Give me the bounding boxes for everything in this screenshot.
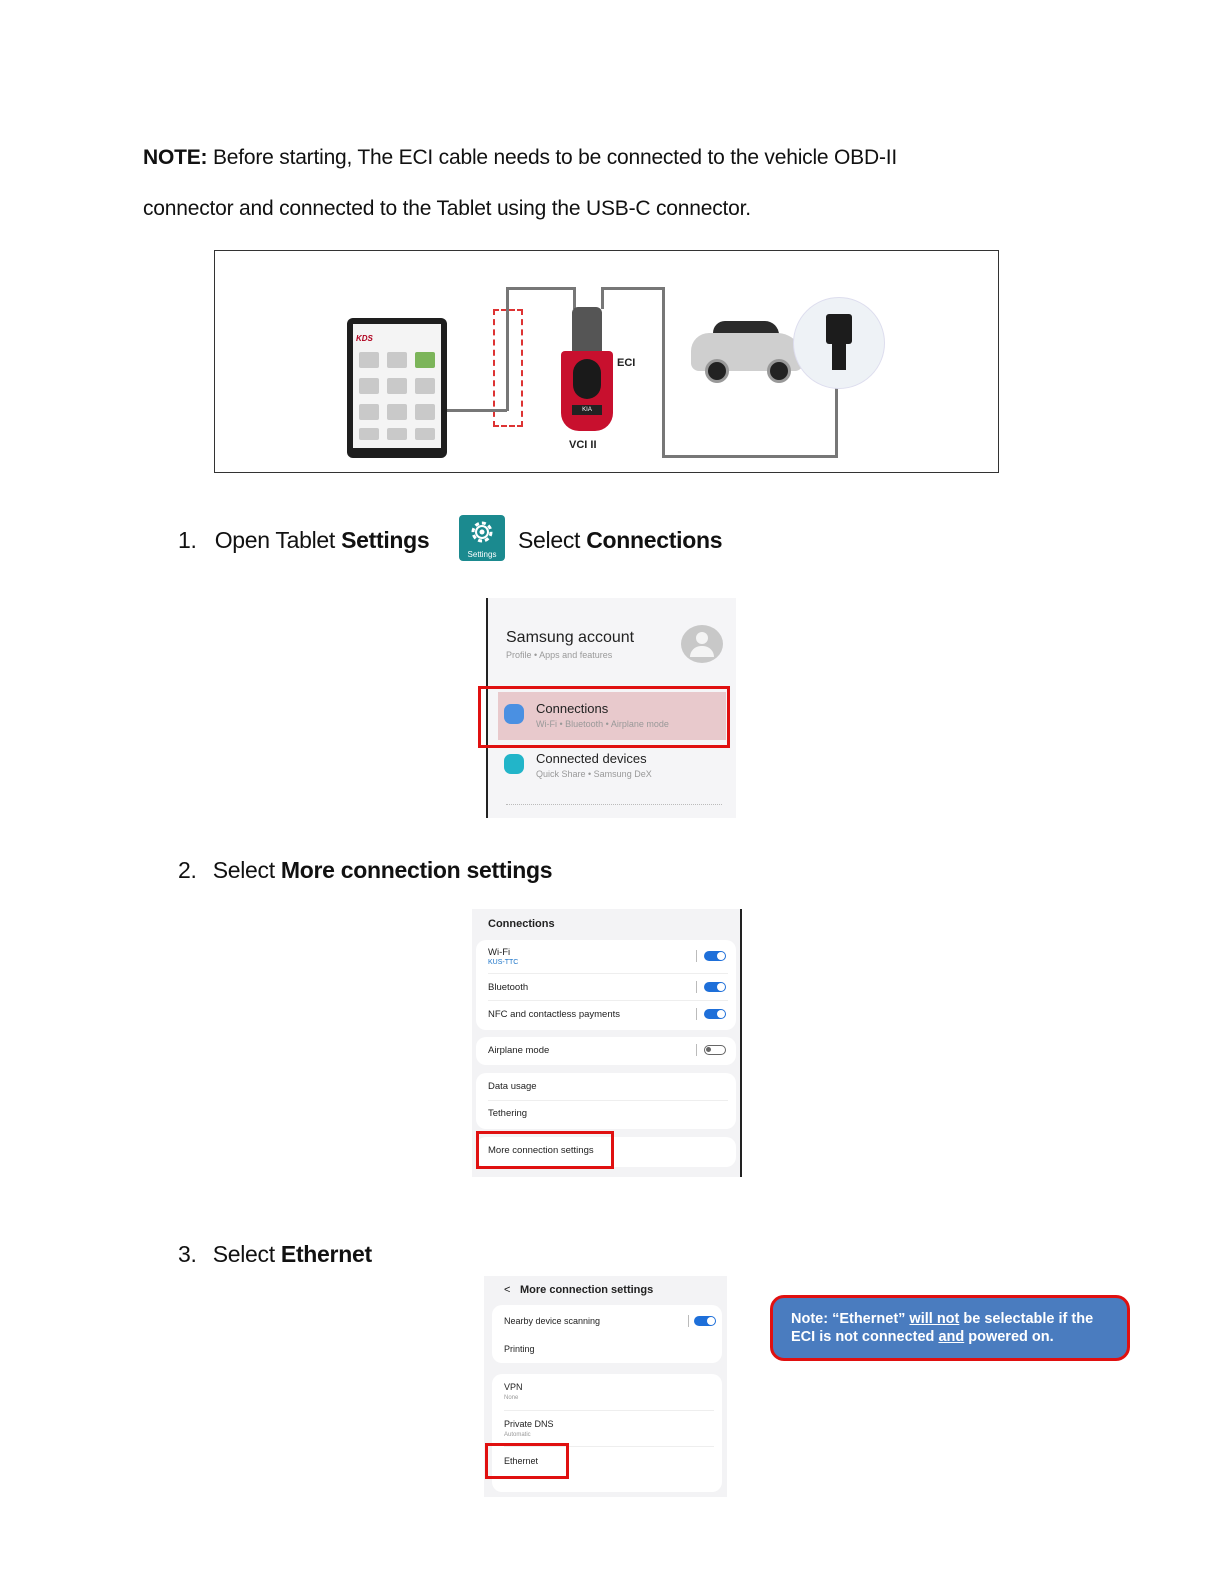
step-1-prefix: Open Tablet	[214, 527, 342, 553]
gear-icon	[468, 518, 496, 546]
step-3-number: 3.	[178, 1241, 197, 1267]
connections-card-3	[476, 1073, 736, 1129]
nearby-device-scanning-label[interactable]: Nearby device scanning	[504, 1316, 601, 1326]
bluetooth-toggle[interactable]	[704, 982, 726, 992]
callout-text: Note: “Ethernet” will not be selectable if the ECI is not connected and powered on.	[791, 1311, 1094, 1345]
settings-icon-caption: Settings	[467, 550, 497, 559]
car-wheel	[705, 359, 729, 383]
car-wheel	[767, 359, 791, 383]
step-3-prefix: Select	[212, 1241, 281, 1267]
vpn-label[interactable]: VPN	[504, 1382, 523, 1392]
more-connection-settings-header: More connection settings	[520, 1284, 654, 1296]
connection-diagram	[214, 250, 999, 473]
settings-row-title: Connected devices	[536, 751, 647, 766]
step-1-middle: Select	[518, 527, 587, 553]
step-2-prefix: Select	[212, 857, 281, 883]
step-1-continued	[518, 527, 722, 554]
bluetooth-label[interactable]: Bluetooth	[488, 982, 529, 993]
note-label: NOTE:	[143, 146, 208, 169]
airplane-mode-toggle[interactable]	[704, 1045, 726, 1055]
settings-card-1	[492, 1305, 722, 1363]
note-text-2: connector and connected to the Tablet using the USB-C connector.	[143, 197, 751, 220]
note-line-1	[143, 146, 897, 170]
wifi-label[interactable]: Wi-Fi	[488, 947, 511, 958]
highlight-connections	[478, 686, 730, 748]
step-3	[178, 1241, 372, 1268]
callout-will-not: will not	[909, 1311, 960, 1327]
settings-row-sub: Wi-Fi • Bluetooth • Airplane mode	[536, 719, 669, 729]
connections-card-2	[476, 1037, 736, 1065]
private-dns-sub: Automatic	[504, 1432, 531, 1438]
samsung-account-sub: Profile • Apps and features	[506, 650, 613, 660]
settings-row-sub: Quick Share • Samsung DeX	[536, 769, 652, 779]
highlight-ethernet	[485, 1443, 569, 1479]
callout-and: and	[938, 1329, 965, 1345]
nfc-toggle[interactable]	[704, 1009, 726, 1019]
note-text-1: Before starting, The ECI cable needs to be connected to the vehicle OBD-II	[207, 146, 898, 169]
ethernet-label[interactable]: Ethernet	[504, 1456, 539, 1466]
step-1-number: 1.	[178, 527, 197, 553]
samsung-settings-screenshot	[486, 598, 736, 818]
obd-connector-image	[793, 297, 885, 389]
avatar[interactable]	[681, 625, 723, 663]
vci-logo: KIA	[572, 405, 602, 415]
settings-row-title: Connections	[536, 701, 609, 716]
vci-label: VCI II	[569, 439, 597, 451]
step-2	[178, 857, 552, 884]
step-1-bold: Settings	[341, 527, 430, 553]
private-dns-label[interactable]: Private DNS	[504, 1419, 554, 1429]
step-2-number: 2.	[178, 857, 197, 883]
step-1	[178, 527, 429, 554]
connected-devices-icon	[504, 754, 524, 774]
divider	[506, 804, 722, 805]
vpn-sub: None	[504, 1395, 519, 1401]
highlight-more-connection-settings	[476, 1131, 614, 1169]
settings-app-icon	[459, 515, 505, 561]
nearby-scanning-toggle[interactable]	[694, 1316, 716, 1326]
samsung-account-title[interactable]: Samsung account	[506, 629, 635, 646]
connections-header: Connections	[488, 918, 555, 930]
step-2-bold: More connection settings	[280, 857, 553, 883]
tablet-brand: KDS	[356, 334, 373, 343]
airplane-mode-label[interactable]: Airplane mode	[488, 1045, 550, 1056]
nfc-label[interactable]: NFC and contactless payments	[488, 1009, 621, 1020]
connections-screenshot	[472, 909, 742, 1177]
eci-label: ECI	[617, 357, 636, 369]
wifi-toggle[interactable]	[704, 951, 726, 961]
back-icon[interactable]: <	[504, 1284, 511, 1296]
tablet-image	[347, 318, 447, 458]
wifi-network: KUS-TTC	[488, 959, 519, 966]
more-connection-settings-label[interactable]: More connection settings	[488, 1145, 594, 1156]
settings-row-connected-devices[interactable]	[498, 742, 726, 790]
vci-device	[561, 351, 613, 431]
tethering-label[interactable]: Tethering	[488, 1108, 528, 1119]
eci-connector	[572, 307, 602, 357]
tablet-screen	[353, 324, 441, 448]
ethernet-callout	[770, 1295, 1130, 1361]
step-3-bold: Ethernet	[280, 1241, 372, 1267]
printing-label[interactable]: Printing	[504, 1344, 535, 1354]
connections-card-1	[476, 940, 736, 1030]
data-usage-label[interactable]: Data usage	[488, 1081, 537, 1092]
step-1-bold-2: Connections	[586, 527, 723, 553]
more-connection-settings-screenshot	[484, 1276, 727, 1497]
note-line-2	[143, 197, 751, 221]
